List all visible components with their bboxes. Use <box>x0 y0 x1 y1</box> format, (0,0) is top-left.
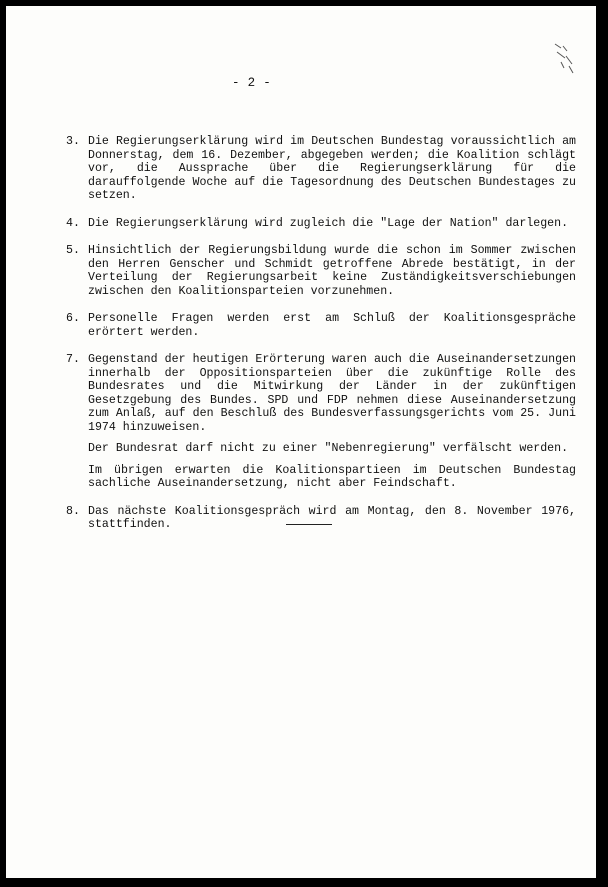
item-paragraph: Personelle Fragen werden erst am Schluß der Koalitionsgespräche erörtert werden. <box>88 312 576 339</box>
numbered-list <box>66 135 576 532</box>
item-paragraph: Die Regierungserklärung wird im Deutschen Bundestag voraussichtlich am Donnerstag, dem 16. Dezember, abgegeben werden; die Koalition schlägt vor, die Aussprache über die Regierungserklärung für die darauffolgende Woche auf die Tagesordnung des Deutschen Bundestages zu setzen. <box>88 135 576 202</box>
item-number: 6. <box>66 312 80 325</box>
item-number: 4. <box>66 216 80 230</box>
closing-rule <box>286 524 332 525</box>
list-item <box>66 135 576 203</box>
item-paragraph: Gegenstand der heutigen Erörterung waren auch die Auseinandersetzungen innerhalb der Oppositionsparteien über die zukünftige Rolle des Bundesrates und die Mitwirkung der Länder in der zukünftigen Gesetzgebung des Bundes. SPD und FDP nehmen diese Auseinandersetzung zum Anlaß, auf den Beschluß des Bundesverfassungsgerichts vom 25. Juni 1974 hinzuweisen. <box>88 353 576 434</box>
item-paragraph: Hinsichtlich der Regierungsbildung wurde die schon im Sommer zwischen den Herren Genscher und Schmidt getroffene Abrede bestätigt, in der Verteilung der Regierungsarbeit keine Zuständigkeitsverschiebungen zwischen den Koalitionsparteien vorzunehmen. <box>88 244 576 298</box>
list-item <box>66 353 576 491</box>
page-number: - 2 - <box>232 76 272 90</box>
item-paragraph: Das nächste Koalitionsgespräch wird am Montag, den 8. November 1976, stattfinden. <box>88 504 576 531</box>
item-number: 8. <box>66 504 80 518</box>
item-number: 7. <box>66 353 80 366</box>
item-body <box>88 353 576 491</box>
item-paragraph: Der Bundesrat darf nicht zu einer "Nebenregierung" verfälscht werden. <box>88 442 569 455</box>
item-paragraph: Die Regierungserklärung wird zugleich die "Lage der Nation" darlegen. <box>88 216 569 230</box>
item-body <box>88 312 576 339</box>
list-item <box>66 312 576 339</box>
item-number: 5. <box>66 244 80 257</box>
item-body <box>88 244 576 298</box>
item-number: 3. <box>66 135 80 148</box>
list-item <box>66 505 576 532</box>
item-body <box>88 135 576 203</box>
item-paragraph: Im übrigen erwarten die Koalitionspartieen im Deutschen Bundestag sachliche Auseinandersetzung, nicht aber Feindschaft. <box>88 463 576 490</box>
list-item <box>66 244 576 298</box>
corner-scribble-mark <box>552 40 576 76</box>
item-body <box>88 505 576 532</box>
item-body <box>88 217 576 231</box>
document-page <box>6 6 596 878</box>
list-item <box>66 217 576 231</box>
